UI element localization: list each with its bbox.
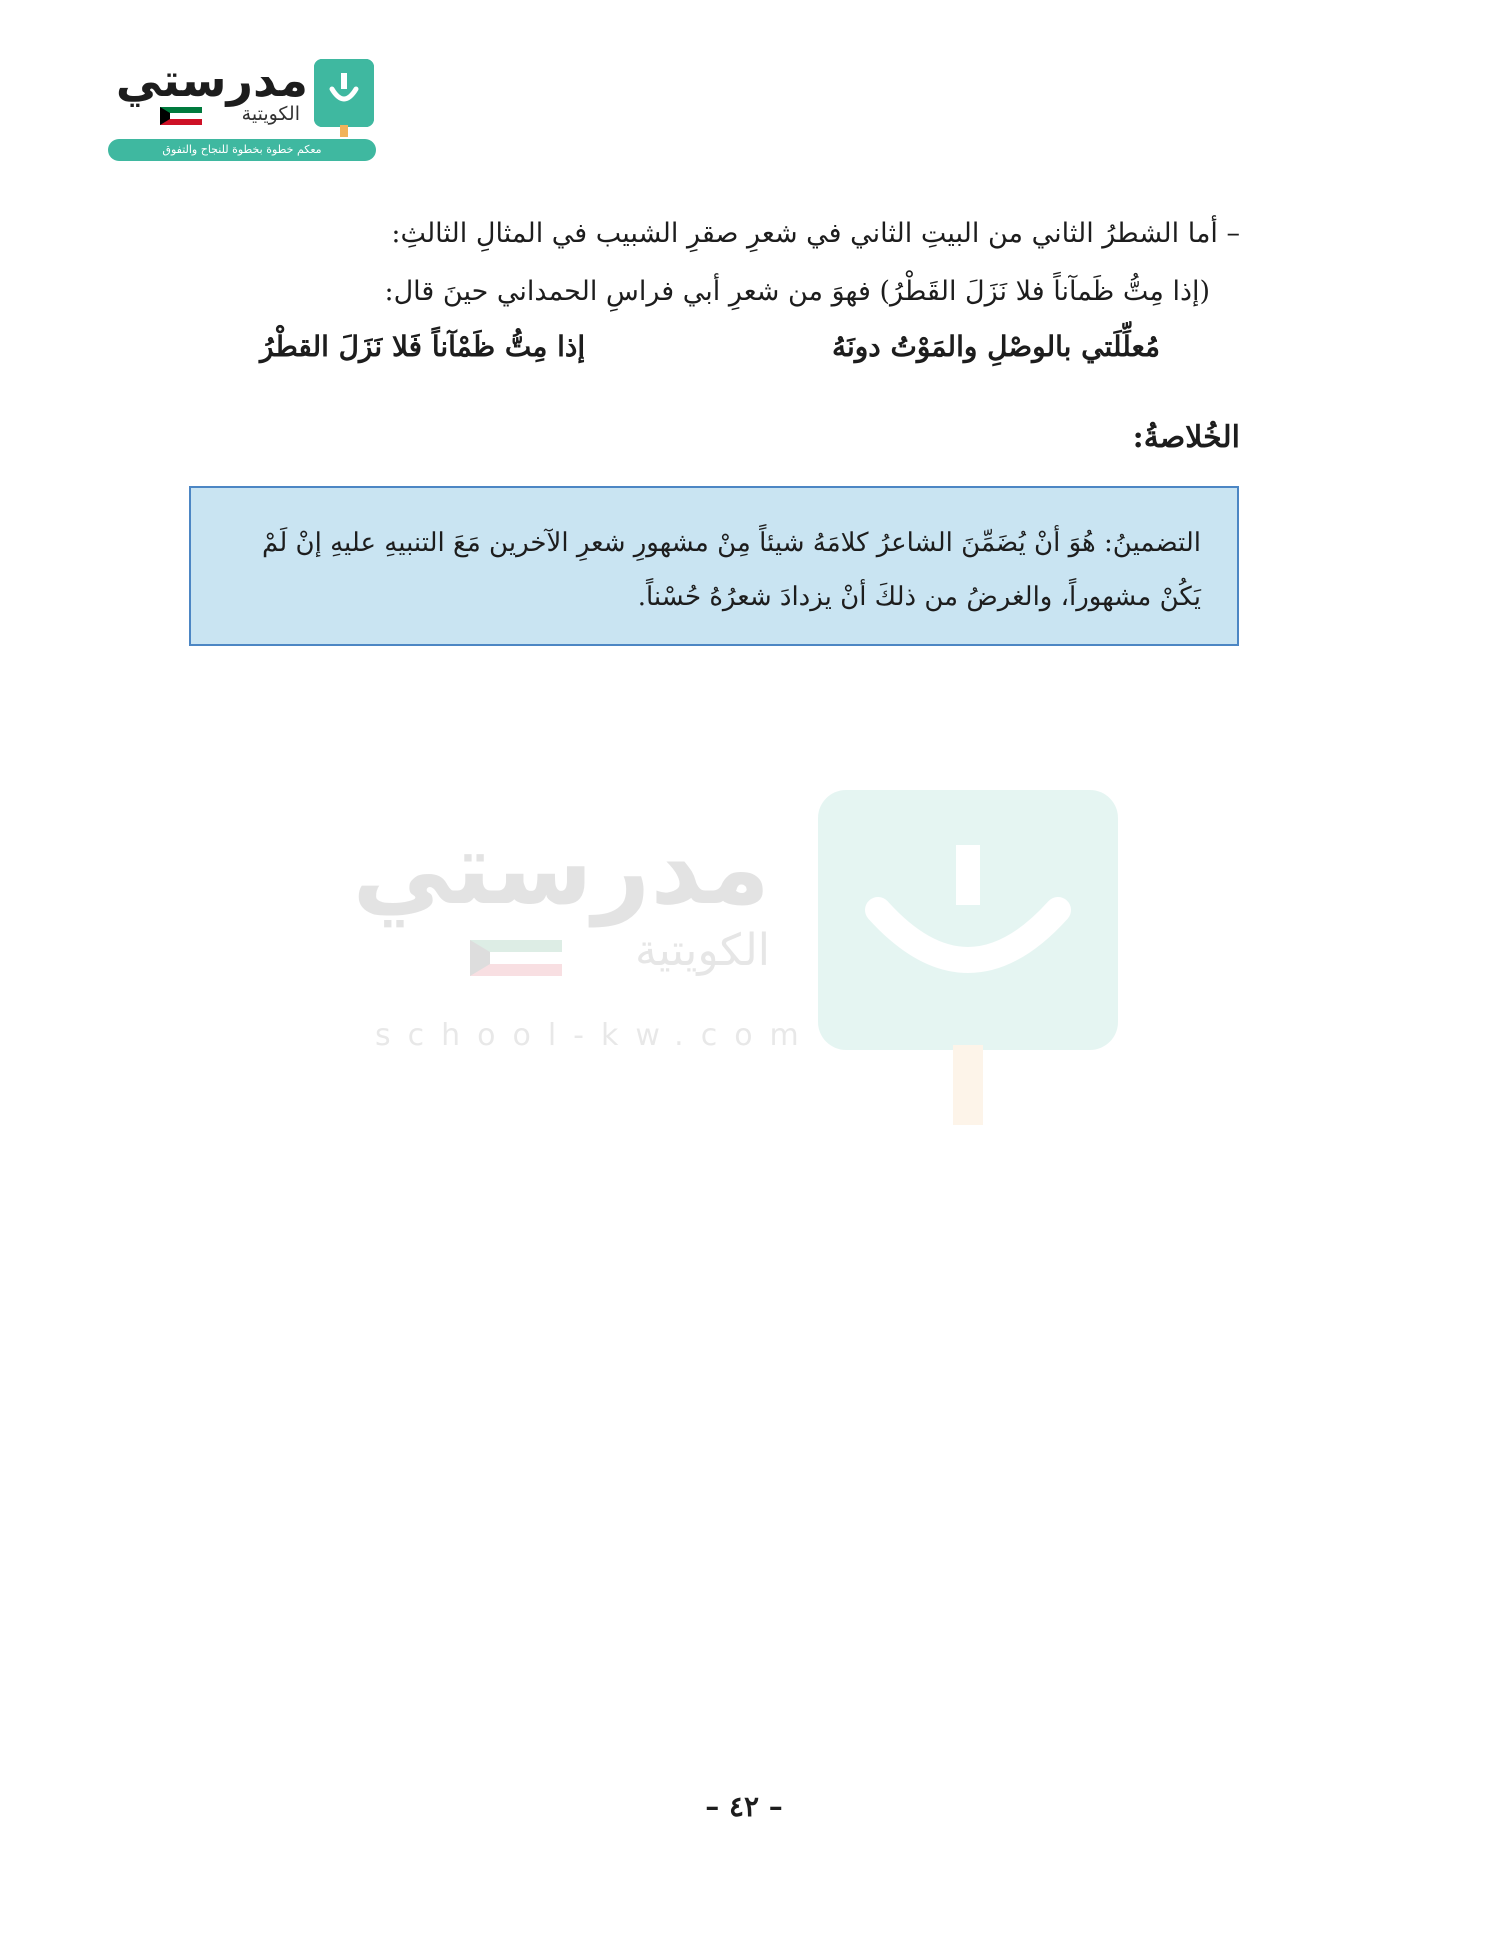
poem-verse [260,330,1160,380]
verse-second-hemistich: إذا مِتُّ ظَمْآناً فَلا نَزَلَ القطْرُ [260,330,586,363]
logo-badge-icon [314,59,374,127]
kuwait-flag-icon [160,107,202,125]
logo-name: مدرستي [115,53,308,107]
watermark [352,790,1120,1140]
watermark-url: school-kw.com [375,1018,816,1053]
intro-line: – أما الشطرُ الثاني من البيتِ الثاني في شعرِ صقرِ الشبيب في المثالِ الثالثِ: [391,218,1240,249]
watermark-flag-icon [470,940,562,976]
watermark-badge-icon [818,790,1118,1130]
watermark-name: مدرستي [352,810,770,927]
watermark-subtitle: الكويتية [634,925,770,976]
quote-line: (إذا مِتُّ ظَمآناً فلا نَزَلَ القَطْرُ) فهوَ من شعرِ أبي فراسِ الحمداني حينَ قال: [384,276,1210,307]
summary-text: التضمينُ: هُوَ أنْ يُضَمِّنَ الشاعرُ كلامَهُ شيئاً مِنْ مشهورِ شعرِ الآخرين مَعَ التنبيهِ عليهِ إنْ لَمْ يَكُنْ مشهوراً، والغرضُ من ذلكَ أنْ يزدادَ شعرُهُ حُسْناً. [262,528,1201,612]
site-logo [108,55,378,167]
logo-tagline: معكم خطوة بخطوة للنجاح والتفوق [108,139,376,161]
summary-box [189,486,1239,646]
summary-heading: الخُلاصةُ: [1132,420,1240,455]
logo-subtitle: الكويتية [241,103,300,125]
page-number: – ٤٢ – [705,1790,783,1823]
verse-first-hemistich: مُعلِّلَتي بالوصْلِ والمَوْتُ دونَهُ [831,330,1160,363]
